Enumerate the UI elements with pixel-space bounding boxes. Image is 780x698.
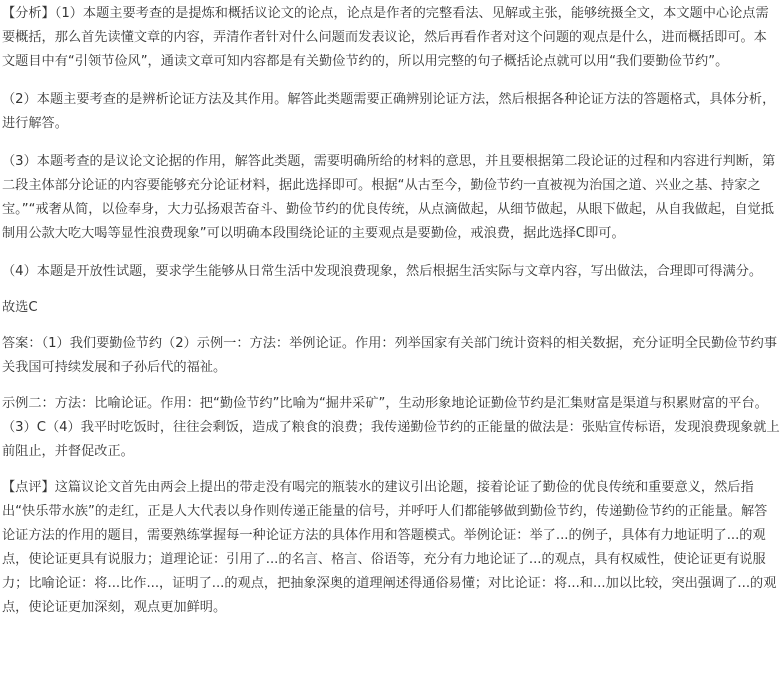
paragraph-spacer [2, 284, 780, 296]
paragraph-spacer [2, 380, 780, 392]
paragraph-spacer [2, 320, 780, 332]
paragraph-spacer [2, 246, 780, 260]
analysis-paragraph-4: （4）本题是开放性试题，要求学生能够从日常生活中发现浪费现象，然后根据生活实际与文章内容，写出做法，合理即可得满分。 [2, 264, 763, 279]
choice-line: 故选C [2, 300, 38, 315]
answer-paragraph-1: 答案：（1）我们要勤俭节约（2）示例一：方法：举例论证。作用：列举国家有关部门统计资料的相关数据，充分证明全民勤俭节约事关我国可持续发展和子孙后代的福祉。 [2, 336, 778, 375]
paragraph-spacer [2, 464, 780, 476]
paragraph-spacer [2, 136, 780, 150]
analysis-paragraph-2: （2）本题主要考查的是辨析论证方法及其作用。解答此类题需要正确辨别论证方法，然后根据各种论证方法的答题格式，具体分析，进行解答。 [2, 92, 776, 131]
analysis-paragraph-1: 【分析】（1）本题主要考查的是提炼和概括议论文的论点，论点是作者的完整看法、见解或主张，能够统摄全文，本文题中心论点需要概括，那么首先读懂文章的内容，弄清作者针对什么问题而发表议论，然后再看作者对这个问题的观点是什么，进而概括即可。本文题目中有“引领节俭风”，通读文章可知内容都是有关勤俭节约的，所以用完整的句子概括论点就可以用“我们要勤俭节约”。 [2, 6, 769, 69]
comment-paragraph: 【点评】这篇议论文首先由两会上提出的带走没有喝完的瓶装水的建议引出论题，接着论证了勤俭的优良传统和重要意义，然后指出“快乐带水族”的走红，正是人大代表以身作则传递正能量的信号，并呼吁人们都能够做到勤俭节约，传递勤俭节约的正能量。解答论证方法的作用的题目，需要熟练掌握每一种论证方法的具体作用和答题模式。举例论证：举了...的例子，具体有力地证明了...的观点，使论证更具有说服力；道理论证：引用了...的名言、格言、俗语等，充分有力地论证了...的观点，具有权威性，使论证更有说服力；比喻论证：将...比作...，证明了...的观点，把抽象深奥的道理阐述得通俗易懂；对比论证：将...和...加以比较，突出强调了...的观点，使论证更加深刻，观点更加鲜明。 [2, 480, 777, 615]
paragraph-spacer [2, 74, 780, 88]
analysis-paragraph-3: （3）本题考查的是议论文论据的作用，解答此类题，需要明确所给的材料的意思，并且要根据第二段论证的过程和内容进行判断，第二段主体部分论证的内容要能够充分论证材料，据此选择即可。根据“从古至今，勤俭节约一直被视为治国之道、兴业之基、持家之宝。”“戒奢从简，以俭奉身，大力弘扬艰苦奋斗、勤俭节约的优良传统，从点滴做起，从细节做起，从眼下做起，从自我做起，自觉抵制用公款大吃大喝等显性浪费现象”可以明确本段围绕论证的主要观点是要勤俭，戒浪费，据此选择C即可。 [2, 154, 776, 241]
answer-paragraph-2: 示例二：方法：比喻论证。作用：把“勤俭节约”比喻为“掘井采矿”，生动形象地论证勤俭节约是汇集财富是渠道与积累财富的平台。（3）C（4）我平时吃饭时，往往会剩饭，造成了粮食的浪费；我传递勤俭节约的正能量的做法是：张贴宣传标语，发现浪费现象就上前阻止，并督促改正。 [2, 396, 780, 459]
